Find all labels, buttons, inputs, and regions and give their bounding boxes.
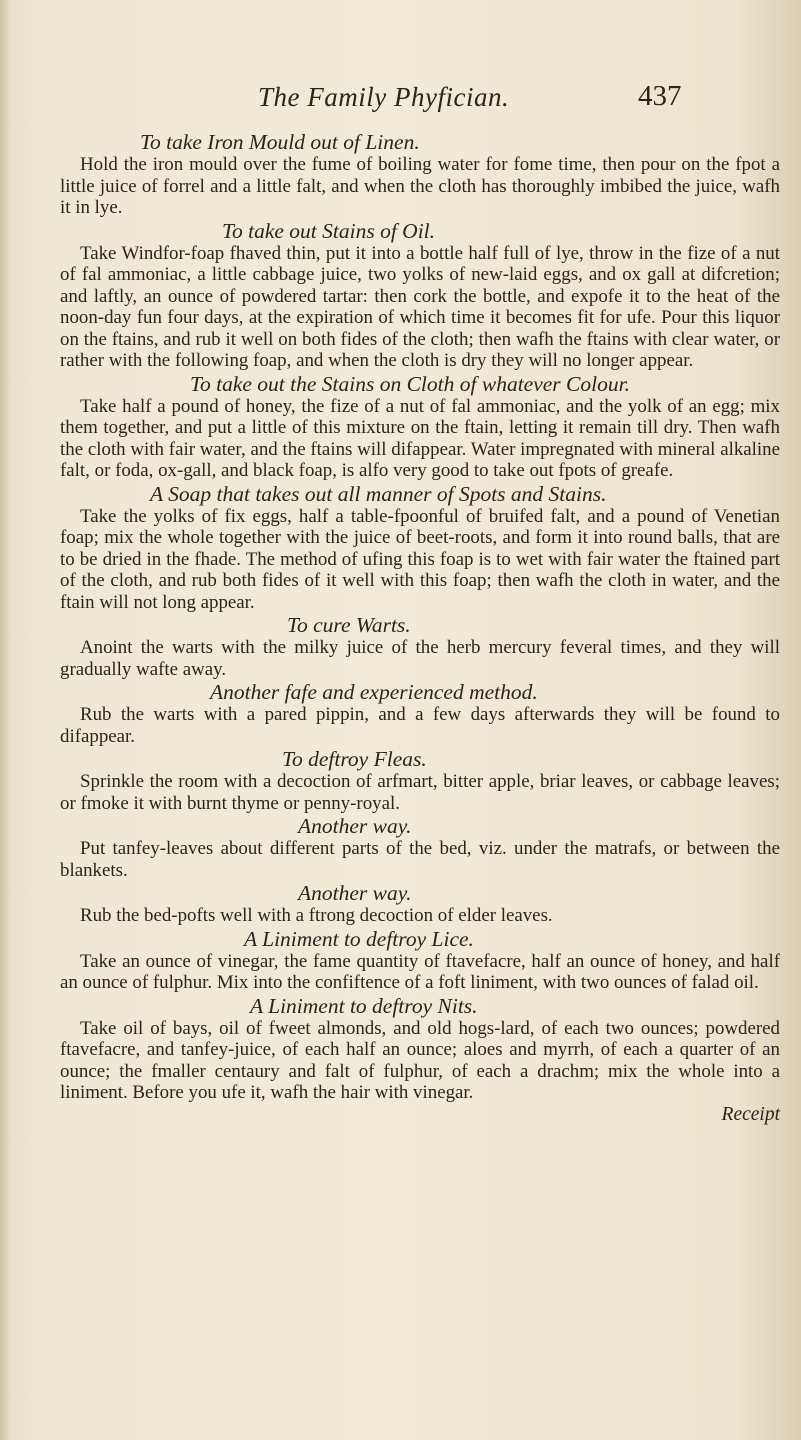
paragraph: Anoint the warts with the milky juice of the herb mercury feveral times, and they will gradually wafte away. [60, 637, 780, 680]
section-title: To cure Warts. [287, 613, 411, 637]
paragraph: Take oil of bays, oil of fweet almonds, and old hogs-lard, of each two ounces; powdered ftavefacre, and tanfey-juice, of each half an ounce; aloes and myrrh, of each a quarter of an ounce; the fmaller centaury and falt of fulphur, of each a drachm; mix the whole into a liniment. Before you ufe it, wafh the hair with vinegar. [60, 1017, 780, 1103]
paragraph: Take half a pound of honey, the fize of a nut of fal ammoniac, and the yolk of an egg; mix them together, and put a little of this mixture on the ftain, letting it remain till dry. Then wafh the cloth with fair water, and the ftains will difappear. Water impregnated with mineral alkaline falt, or foda, ox-gall, and black foap, is alfo very good to take out fpots of greafe. [60, 395, 780, 481]
page-number: 437 [638, 80, 682, 112]
section-title: Another way. [298, 881, 412, 905]
paragraph: Take Windfor-foap fhaved thin, put it into a bottle half full of lye, throw in the fize of a nut of fal ammoniac, a little cabbage juice, two yolks of new-laid eggs, and ox gall at difcretion; and laftly, an ounce of powdered tartar: then cork the bottle, and expofe it to the heat of the noon-day fun four days, at the expiration of which time it becomes fit for ufe. Pour this liquor on the ftains, and rub it well on both fides of the cloth; then wafh the ftains with clear water, or rather with the following foap, and when the cloth is dry they will no longer appear. [60, 242, 780, 371]
section-title: To take out the Stains on Cloth of whatever Colour. [190, 371, 630, 396]
section-title: To deftroy Fleas. [282, 747, 427, 771]
paragraph: Sprinkle the room with a decoction of arfmart, bitter apple, briar leaves, or cabbage leaves; or fmoke it with burnt thyme or penny-royal. [60, 771, 780, 814]
section-title: A Liniment to deftroy Lice. [244, 926, 474, 951]
running-title: The Family Phyfician. [258, 82, 510, 112]
paragraph: Rub the warts with a pared pippin, and a few days afterwards they will be found to difappear. [60, 704, 780, 747]
page-header [0, 76, 801, 116]
paragraph: Take the yolks of fix eggs, half a table-fpoonful of bruifed falt, and a pound of Venetian foap; mix the whole together with the juice of beet-roots, and form it into round balls, that are to be dried in the fhade. The method of ufing this foap is to wet with fair water the ftained part of the cloth, and rub both fides of it well with this foap; then wafh the cloth in water, and the ftain will not long appear. [60, 505, 780, 613]
section-title: To take out Stains of Oil. [222, 218, 436, 243]
section-title: A Liniment to deftroy Nits. [250, 993, 478, 1018]
catchword: Receipt [721, 1103, 780, 1125]
paragraph: Take an ounce of vinegar, the fame quantity of ftavefacre, half an ounce of honey, and half an ounce of fulphur. Mix into the confiftence of a foft liniment, with two ounces of falad oil. [60, 950, 780, 993]
paragraph: Hold the iron mould over the fume of boiling water for fome time, then pour on the fpot a little juice of forrel and a little falt, and when the cloth has thoroughly imbibed the juice, wafh it in lye. [60, 154, 780, 218]
section-title: Another fafe and experienced method. [210, 680, 538, 704]
paragraph: Rub the bed-pofts well with a ftrong decoction of elder leaves. [80, 905, 553, 926]
section-title: To take Iron Mould out of Linen. [140, 130, 420, 154]
section-title: A Soap that takes out all manner of Spots and Stains. [150, 481, 607, 506]
page-gutter [0, 0, 10, 1440]
section-title: Another way. [298, 814, 412, 838]
page-body [60, 130, 780, 1126]
paragraph: Put tanfey-leaves about different parts of the bed, viz. under the matrafs, or between the blankets. [60, 838, 780, 881]
